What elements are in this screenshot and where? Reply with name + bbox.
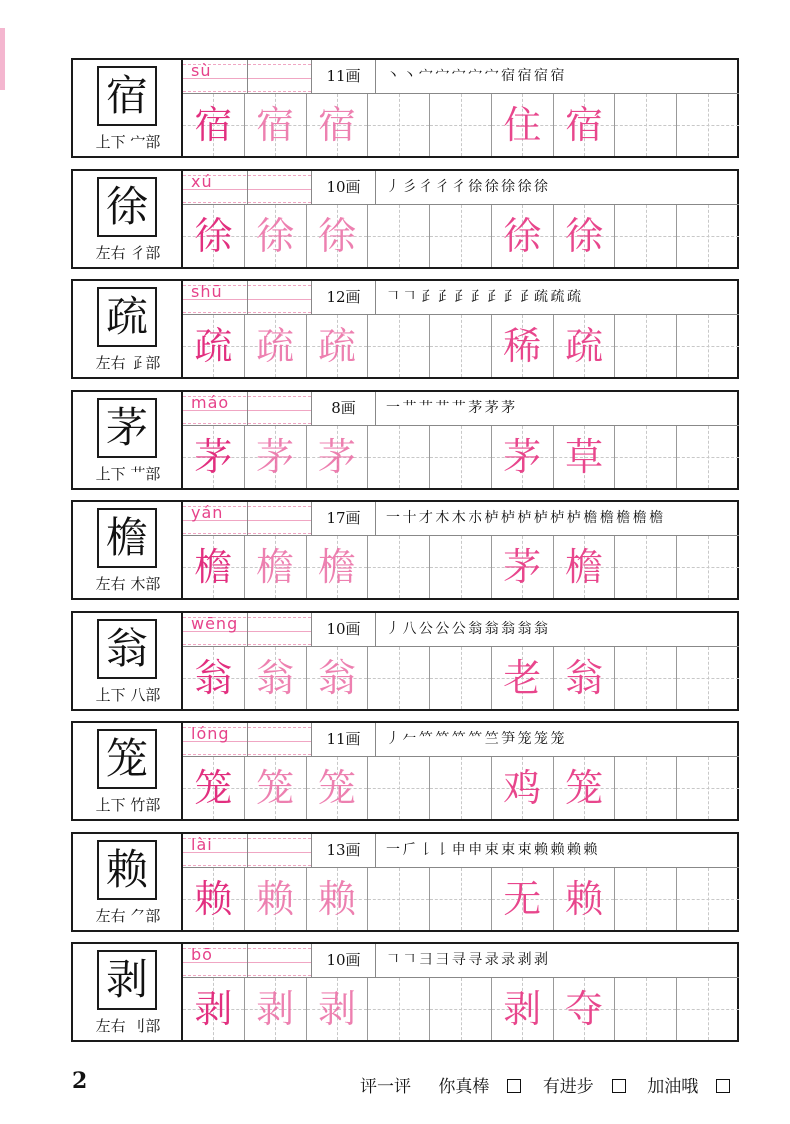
character-row: [71, 279, 739, 379]
stroke-order-cell: [311, 944, 739, 978]
writing-box[interactable]: [677, 757, 739, 819]
writing-box[interactable]: [615, 757, 677, 819]
trace-character: 檐: [317, 545, 356, 589]
pinyin-text: yán: [191, 503, 224, 522]
writing-box[interactable]: [183, 315, 245, 377]
writing-box[interactable]: [677, 315, 739, 377]
self-review: [360, 1072, 746, 1097]
trace-character: 翁: [317, 655, 356, 700]
stroke-sequence: 一 艹 艹 艹 艹 茅 茅 茅: [386, 399, 515, 416]
writing-box[interactable]: [307, 647, 369, 709]
stroke-order-cell: [311, 723, 739, 757]
writing-box[interactable]: [183, 205, 245, 267]
trace-character: 檐: [194, 545, 233, 589]
writing-box[interactable]: [245, 426, 307, 488]
writing-box[interactable]: [245, 647, 307, 709]
character-row: [71, 500, 739, 600]
stroke-count: 10画: [312, 613, 376, 646]
stroke-sequence: 丿 𠂉 𥫗 𥫗 𥫗 𥫗 竺 笋 笼 笼 笼: [386, 731, 564, 747]
model-character: 檐: [97, 508, 157, 568]
structure-label: 上下: [95, 685, 126, 704]
writing-grid: [183, 757, 739, 819]
stroke-count: 10画: [312, 171, 376, 204]
checkbox-icon[interactable]: [716, 1079, 730, 1093]
writing-box[interactable]: [615, 868, 677, 930]
writing-box[interactable]: [245, 315, 307, 377]
page-number: 2: [72, 1068, 88, 1094]
checkbox-icon[interactable]: [507, 1079, 521, 1093]
writing-box[interactable]: [368, 868, 430, 930]
writing-box[interactable]: [368, 315, 430, 377]
radical-label: 艹部: [130, 464, 161, 483]
pinyin-text: sù: [191, 61, 212, 80]
trace-character: 疏: [317, 324, 356, 368]
page-edge-mark: [0, 28, 5, 90]
character-cell: [73, 281, 183, 377]
writing-box[interactable]: [245, 94, 307, 156]
character-practice-list: [71, 58, 741, 1053]
word-character: 檐: [565, 545, 604, 589]
trace-character: 剥: [194, 987, 233, 1031]
writing-box[interactable]: [615, 536, 677, 598]
stroke-order-cell: [311, 171, 739, 205]
stroke-sequence: 丿 八 公 公 公 翁 翁 翁 翁 翁: [386, 620, 548, 637]
writing-box[interactable]: [245, 757, 307, 819]
pinyin-cell: [183, 834, 311, 868]
structure-label: 左右: [95, 354, 126, 372]
trace-character: 徐: [194, 213, 233, 258]
trace-character: 剥: [317, 987, 356, 1031]
pinyin-text: máo: [191, 392, 230, 412]
character-info: [73, 573, 183, 594]
stroke-sequence: 一 十 才 木 木 朩 栌 栌 栌 栌 栌 栌 檐 檐 檐 檐 檐: [386, 510, 663, 526]
writing-box[interactable]: [492, 315, 554, 377]
pinyin-divider: [247, 502, 248, 536]
stroke-order-cell: [311, 60, 739, 94]
word-character: 稀: [503, 324, 542, 368]
writing-box[interactable]: [430, 94, 492, 156]
writing-box[interactable]: [307, 315, 369, 377]
writing-box[interactable]: [430, 868, 492, 930]
character-row: [71, 169, 739, 269]
pinyin-text: lài: [191, 834, 213, 854]
trace-character: 茅: [256, 434, 295, 479]
trace-character: 赖: [194, 876, 233, 921]
writing-box[interactable]: [492, 757, 554, 819]
character-info: [73, 352, 183, 373]
character-cell: [73, 723, 183, 819]
writing-box[interactable]: [615, 978, 677, 1040]
stroke-sequence: 𠃍 𠃍 𤴔 𤴔 𤴔 𤴔 𤴔 𤴔 𤴔 疏 疏 疏: [386, 289, 580, 305]
stroke-count: 11画: [312, 723, 376, 756]
character-cell: [73, 502, 183, 598]
trace-character: 赖: [317, 876, 356, 921]
writing-grid: [183, 536, 739, 598]
stroke-count: 8画: [312, 392, 376, 425]
writing-box[interactable]: [615, 426, 677, 488]
radical-label: 宀部: [130, 133, 161, 151]
trace-character: 疏: [256, 324, 295, 368]
stroke-order-cell: [311, 392, 739, 426]
review-option-keep-going-label: 加油哦: [647, 1077, 699, 1097]
writing-box[interactable]: [677, 426, 739, 488]
review-option-keep-going[interactable]: [647, 1077, 730, 1097]
word-character: 徐: [503, 213, 542, 258]
review-option-progress[interactable]: [543, 1077, 626, 1097]
writing-box[interactable]: [554, 978, 616, 1040]
writing-box[interactable]: [430, 978, 492, 1040]
writing-box[interactable]: [183, 647, 245, 709]
writing-box[interactable]: [554, 536, 616, 598]
writing-box[interactable]: [183, 978, 245, 1040]
character-info: [73, 905, 183, 926]
pinyin-divider: [247, 392, 248, 426]
pinyin-divider: [247, 834, 248, 868]
writing-box[interactable]: [492, 94, 554, 156]
radical-label: 彳部: [130, 243, 161, 262]
character-info: [73, 131, 183, 152]
trace-character: 徐: [317, 213, 356, 258]
writing-box[interactable]: [430, 426, 492, 488]
pinyin-cell: [183, 171, 311, 205]
character-row: [71, 721, 739, 821]
writing-box[interactable]: [183, 868, 245, 930]
writing-grid: [183, 426, 739, 488]
word-character: 茅: [503, 545, 542, 589]
character-info: [73, 242, 183, 263]
radical-label: ⺈部: [130, 906, 161, 925]
writing-box[interactable]: [307, 978, 369, 1040]
character-info: [73, 794, 183, 815]
writing-box[interactable]: [554, 205, 616, 267]
model-character: 剥: [97, 950, 157, 1010]
word-character: 茅: [503, 434, 542, 479]
writing-box[interactable]: [554, 647, 616, 709]
writing-box[interactable]: [677, 647, 739, 709]
stroke-sequence: 一 𠂆 𠄌 𠄌 申 申 束 束 束 赖 赖 赖 赖: [386, 841, 597, 858]
writing-box[interactable]: [677, 94, 739, 156]
stroke-count: 12画: [312, 281, 376, 314]
pinyin-cell: [183, 281, 311, 315]
character-info: [73, 1015, 183, 1036]
pinyin-divider: [247, 944, 248, 978]
character-cell: [73, 613, 183, 709]
structure-label: 左右: [95, 575, 126, 593]
review-option-great[interactable]: [438, 1077, 521, 1097]
writing-box[interactable]: [245, 978, 307, 1040]
writing-box[interactable]: [183, 536, 245, 598]
pinyin-divider: [247, 723, 248, 757]
writing-box[interactable]: [368, 978, 430, 1040]
writing-box[interactable]: [492, 205, 554, 267]
trace-character: 疏: [194, 324, 233, 368]
review-option-great-label: 你真棒: [438, 1077, 490, 1097]
page-footer: [0, 1068, 790, 1098]
word-character: 翁: [565, 655, 604, 700]
character-cell: [73, 944, 183, 1040]
writing-box[interactable]: [307, 868, 369, 930]
writing-box[interactable]: [368, 536, 430, 598]
structure-label: 上下: [95, 796, 126, 814]
stroke-count: 17画: [312, 502, 376, 535]
writing-box[interactable]: [368, 426, 430, 488]
pinyin-text: xú: [191, 171, 213, 191]
writing-grid: [183, 978, 739, 1040]
review-title: 评一评: [360, 1077, 411, 1097]
writing-box[interactable]: [245, 868, 307, 930]
writing-grid: [183, 205, 739, 267]
writing-box[interactable]: [554, 426, 616, 488]
pinyin-text: shū: [191, 282, 223, 301]
writing-box[interactable]: [492, 978, 554, 1040]
writing-box[interactable]: [368, 94, 430, 156]
character-cell: [73, 392, 183, 488]
character-row: [71, 58, 739, 158]
model-character: 翁: [97, 619, 157, 679]
writing-box[interactable]: [615, 205, 677, 267]
writing-box[interactable]: [615, 315, 677, 377]
writing-box[interactable]: [368, 757, 430, 819]
writing-grid: [183, 647, 739, 709]
character-info: [73, 463, 183, 484]
pinyin-cell: [183, 502, 311, 536]
writing-grid: [183, 94, 739, 156]
trace-character: 笼: [256, 766, 295, 810]
word-character: 笼: [565, 766, 604, 810]
writing-box[interactable]: [307, 757, 369, 819]
stroke-sequence: 丿 彡 彳 彳 彳 徐 徐 徐 徐 徐: [386, 178, 548, 195]
trace-character: 宿: [194, 103, 233, 147]
checkbox-icon[interactable]: [612, 1079, 626, 1093]
trace-character: 檐: [256, 545, 295, 589]
writing-box[interactable]: [677, 978, 739, 1040]
trace-character: 剥: [256, 987, 295, 1031]
pinyin-text: wēng: [191, 613, 239, 633]
writing-grid: [183, 315, 739, 377]
trace-character: 茅: [317, 434, 356, 479]
trace-character: 翁: [256, 655, 295, 700]
writing-box[interactable]: [307, 94, 369, 156]
writing-box[interactable]: [492, 868, 554, 930]
writing-box[interactable]: [554, 757, 616, 819]
review-option-progress-label: 有进步: [542, 1077, 594, 1097]
structure-label: 上下: [95, 133, 126, 151]
model-character: 茅: [97, 398, 157, 458]
stroke-sequence: 𠃍 𠃍 彐 彐 寻 寻 录 录 剥 剥: [386, 952, 548, 968]
word-character: 赖: [565, 876, 604, 921]
writing-box[interactable]: [677, 868, 739, 930]
writing-box[interactable]: [554, 868, 616, 930]
pinyin-text: lóng: [191, 724, 230, 743]
writing-box[interactable]: [307, 536, 369, 598]
writing-box[interactable]: [615, 94, 677, 156]
word-character: 住: [503, 103, 542, 147]
stroke-count: 11画: [312, 60, 376, 93]
structure-label: 左右: [95, 243, 126, 262]
word-character: 宿: [565, 103, 604, 147]
writing-box[interactable]: [492, 426, 554, 488]
radical-label: 木部: [130, 575, 161, 593]
radical-label: 𤴔部: [130, 354, 161, 372]
character-row: [71, 942, 739, 1042]
character-row: [71, 611, 739, 711]
writing-box[interactable]: [492, 647, 554, 709]
writing-box[interactable]: [183, 757, 245, 819]
trace-character: 徐: [256, 213, 295, 258]
word-character: 夺: [565, 987, 604, 1031]
stroke-sequence: 丶 丶 宀 宀 宀 宀 宀 宿 宿 宿 宿: [386, 68, 564, 84]
writing-box[interactable]: [430, 536, 492, 598]
writing-box[interactable]: [307, 205, 369, 267]
word-character: 老: [503, 655, 542, 700]
pinyin-cell: [183, 613, 311, 647]
trace-character: 宿: [317, 103, 356, 147]
writing-box[interactable]: [554, 94, 616, 156]
radical-label: 刂部: [130, 1017, 161, 1035]
character-cell: [73, 171, 183, 267]
structure-label: 左右: [95, 906, 126, 925]
model-character: 笼: [97, 729, 157, 789]
writing-box[interactable]: [492, 536, 554, 598]
stroke-count: 13画: [312, 834, 376, 867]
character-row: [71, 832, 739, 932]
model-character: 疏: [97, 287, 157, 347]
writing-box[interactable]: [430, 315, 492, 377]
character-row: [71, 390, 739, 490]
writing-box[interactable]: [430, 757, 492, 819]
writing-box[interactable]: [554, 315, 616, 377]
pinyin-divider: [247, 613, 248, 647]
stroke-order-cell: [311, 502, 739, 536]
writing-grid: [183, 868, 739, 930]
model-character: 赖: [97, 840, 157, 900]
character-cell: [73, 60, 183, 156]
writing-box[interactable]: [368, 647, 430, 709]
trace-character: 赖: [256, 876, 295, 921]
character-info: [73, 684, 183, 705]
word-character: 徐: [565, 213, 604, 258]
structure-label: 上下: [95, 464, 126, 483]
writing-box[interactable]: [307, 426, 369, 488]
word-character: 无: [503, 876, 542, 921]
pinyin-cell: [183, 944, 311, 978]
word-character: 疏: [565, 324, 604, 368]
pinyin-divider: [247, 171, 248, 205]
model-character: 徐: [97, 177, 157, 237]
stroke-order-cell: [311, 613, 739, 647]
pinyin-cell: [183, 392, 311, 426]
pinyin-text: bō: [191, 945, 213, 964]
word-character: 剥: [503, 987, 542, 1031]
pinyin-divider: [247, 60, 248, 94]
radical-label: 竹部: [130, 796, 161, 814]
character-cell: [73, 834, 183, 930]
stroke-count: 10画: [312, 944, 376, 977]
word-character: 鸡: [503, 766, 542, 810]
pinyin-cell: [183, 60, 311, 94]
writing-box[interactable]: [677, 536, 739, 598]
writing-box[interactable]: [183, 426, 245, 488]
trace-character: 翁: [194, 655, 233, 700]
writing-box[interactable]: [430, 205, 492, 267]
pinyin-cell: [183, 723, 311, 757]
trace-character: 宿: [256, 103, 295, 147]
trace-character: 笼: [194, 766, 233, 810]
structure-label: 左右: [95, 1017, 126, 1035]
pinyin-divider: [247, 281, 248, 315]
writing-box[interactable]: [183, 94, 245, 156]
stroke-order-cell: [311, 281, 739, 315]
writing-box[interactable]: [615, 647, 677, 709]
stroke-order-cell: [311, 834, 739, 868]
writing-box[interactable]: [368, 205, 430, 267]
trace-character: 茅: [194, 434, 233, 479]
word-character: 草: [565, 434, 604, 479]
writing-box[interactable]: [245, 536, 307, 598]
writing-box[interactable]: [430, 647, 492, 709]
radical-label: 八部: [130, 685, 161, 704]
writing-box[interactable]: [677, 205, 739, 267]
writing-box[interactable]: [245, 205, 307, 267]
trace-character: 笼: [317, 766, 356, 810]
model-character: 宿: [97, 66, 157, 126]
